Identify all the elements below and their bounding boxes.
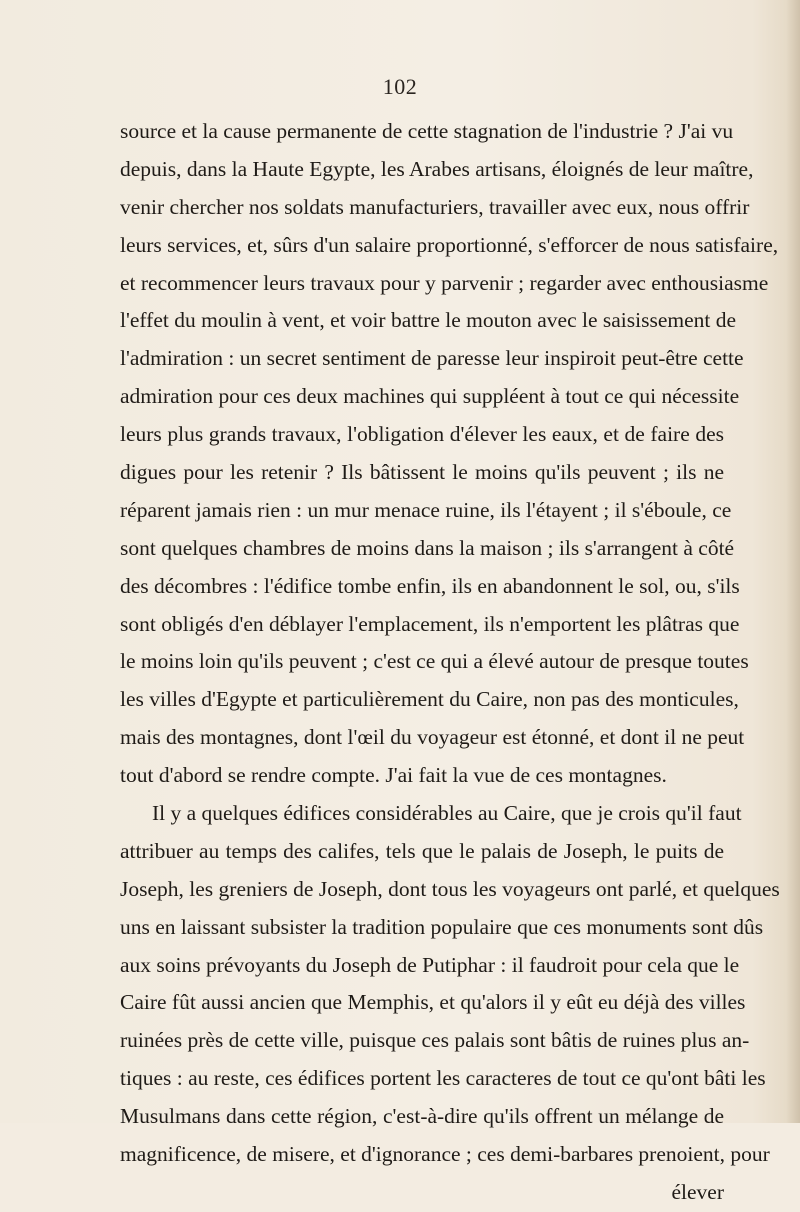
text-line: digues pour les retenir ? Ils bâtissent le moins qu'ils peuvent ; ils ne (120, 460, 724, 485)
catchword: élever (671, 1179, 724, 1204)
text-line: source et la cause permanente de cette stagnation de l'industrie ? J'ai vu (120, 119, 734, 143)
text-line: tiques : au reste, ces édifices portent les caracteres de tout ce qu'ont bâti les (120, 1066, 766, 1091)
text-line: sont quelques chambres de moins dans la maison ; ils s'arrangent à côté (120, 535, 735, 560)
text-line: leurs plus grands travaux, l'obligation d'élever les eaux, et de faire des (120, 422, 724, 447)
text-line: le moins loin qu'ils peuvent ; c'est ce qui a élevé autour de presque toutes (120, 649, 749, 674)
body-text (120, 113, 780, 1212)
text-line: les villes d'Egypte et particulièrement du Caire, non pas des monticules, (120, 687, 739, 712)
text-line: admiration pour ces deux machines qui suppléent à tout ce qui nécessite (120, 384, 740, 409)
text-line: et recommencer leurs travaux pour y parvenir ; regarder avec enthousiasme (120, 270, 769, 295)
text-line: réparent jamais rien : un mur menace ruine, ils l'étayent ; il s'éboule, ce (120, 497, 732, 522)
text-line: l'admiration : un secret sentiment de paresse leur inspiroit peut-être cette (120, 346, 744, 371)
text-line: leurs services, et, sûrs d'un salaire proportionné, s'efforcer de nous satisfaire, (120, 232, 779, 257)
page-number: 102 (382, 74, 418, 99)
text-line: attribuer au temps des califes, tels que le palais de Joseph, le puits de (120, 838, 724, 863)
text-line: Caire fût aussi ancien que Memphis, et qu'alors il y eût eu déjà des villes (120, 990, 746, 1015)
text-line: sont obligés d'en déblayer l'emplacement, ils n'emportent les plâtras que (120, 611, 740, 636)
text-line: ruinées près de cette ville, puisque ces palais sont bâtis de ruines plus an- (120, 1028, 750, 1053)
text-line: l'effet du moulin à vent, et voir battre le mouton avec le saisissement de (120, 308, 737, 333)
text-line: uns en laissant subsister la tradition populaire que ces monuments sont dûs (120, 914, 764, 939)
text-line: aux soins prévoyants du Joseph de Putiphar : il faudroit pour cela que le (120, 952, 740, 977)
text-line: venir chercher nos soldats manufacturiers, travailler avec eux, nous offrir (120, 194, 750, 219)
text-line: depuis, dans la Haute Egypte, les Arabes artisans, éloignés de leur maître, (120, 156, 754, 181)
text-line: des décombres : l'édifice tombe enfin, ils en abandonnent le sol, ou, s'ils (120, 573, 740, 598)
text-line: Joseph, les greniers de Joseph, dont tous les voyageurs ont parlé, et quelques (120, 876, 780, 901)
paragraph-end-line: tout d'abord se rendre compte. J'ai fait la vue de ces montagnes. (120, 763, 667, 788)
text-line: mais des montagnes, dont l'œil du voyageur est étonné, et dont il ne peut (120, 725, 745, 750)
page-edge-shadow (786, 0, 800, 1123)
text-line: Musulmans dans cette région, c'est-à-dire qu'ils offrent un mélange de (120, 1104, 724, 1129)
paragraph-start-line: Il y a quelques édifices considérables au Caire, que je crois qu'il faut (152, 801, 742, 826)
text-line: magnificence, de misere, et d'ignorance ; ces demi-barbares prenoient, pour (120, 1142, 770, 1167)
